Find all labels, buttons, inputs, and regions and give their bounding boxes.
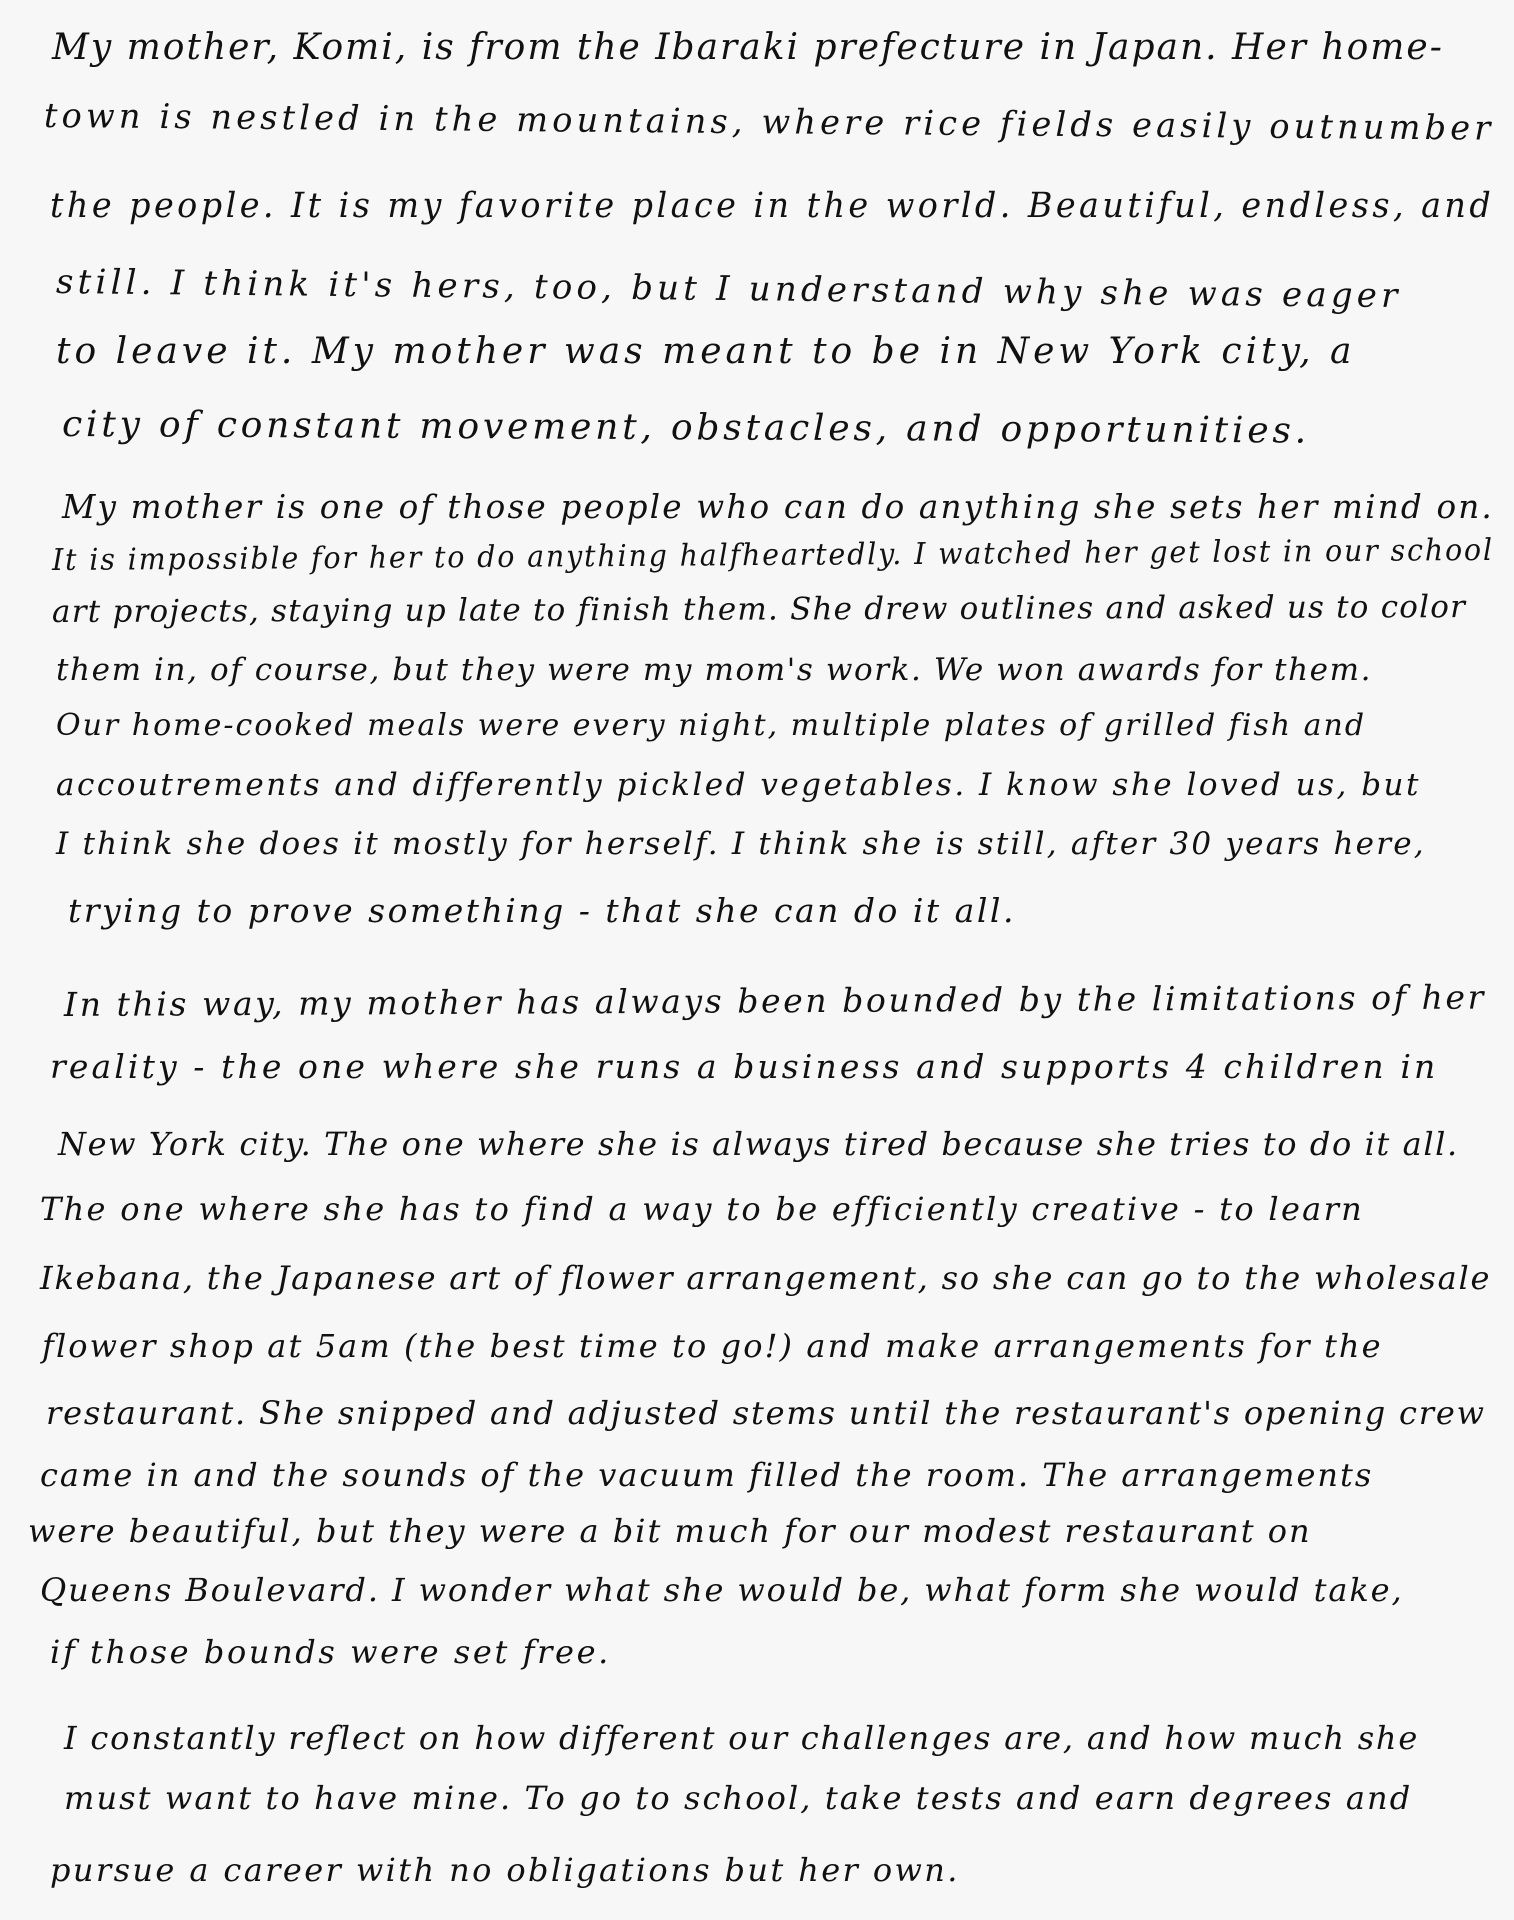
text-line: I think she does it mostly for herself. I think she is still, after 30 years here, xyxy=(56,826,1426,862)
text-line: reality - the one where she runs a business and supports 4 children in xyxy=(50,1047,1439,1086)
text-line: must want to have mine. To go to school, take tests and earn degrees and xyxy=(64,1779,1413,1817)
text-line: them in, of course, but they were my mom's work. We won awards for them. xyxy=(56,652,1373,688)
text-line: city of constant movement, obstacles, and opportunities. xyxy=(61,404,1311,452)
text-line: trying to prove something - that she can do it all. xyxy=(68,891,1016,930)
text-line: My mother is one of those people who can do anything she sets her mind on. xyxy=(62,487,1494,526)
text-line: were beautiful, but they were a bit much for our modest restaurant on xyxy=(28,1512,1312,1550)
text-line: My mother, Komi, is from the Ibaraki prefecture in Japan. Her home- xyxy=(52,27,1444,68)
text-line: I constantly reflect on how different our challenges are, and how much she xyxy=(64,1719,1420,1757)
text-line: Our home-cooked meals were every night, multiple plates of grilled fish and xyxy=(56,708,1367,743)
text-line: flower shop at 5am (the best time to go!) and make arrangements for the xyxy=(42,1327,1383,1365)
text-line: The one where she has to find a way to be efficiently creative - to learn xyxy=(40,1190,1365,1228)
text-line: New York city. The one where she is always tired because she tries to do it all. xyxy=(58,1125,1459,1163)
text-line: It is impossible for her to do anything halfheartedly. I watched her get lost in our school xyxy=(51,532,1495,578)
text-line: accoutrements and differently pickled vegetables. I know she loved us, but xyxy=(56,767,1421,803)
text-line: Queens Boulevard. I wonder what she would be, what form she would take, xyxy=(40,1571,1404,1609)
text-line: art projects, staying up late to finish them. She drew outlines and asked us to color xyxy=(51,589,1467,630)
text-line: pursue a career with no obligations but her own. xyxy=(50,1851,960,1889)
text-line: In this way, my mother has always been bounded by the limitations of her xyxy=(63,977,1487,1024)
text-line: restaurant. She snipped and adjusted stems until the restaurant's opening crew xyxy=(46,1394,1486,1432)
text-line: came in and the sounds of the vacuum filled the room. The arrangements xyxy=(40,1456,1374,1494)
text-line: town is nestled in the mountains, where rice fields easily outnumber xyxy=(43,96,1495,149)
text-line: the people. It is my favorite place in the world. Beautiful, endless, and xyxy=(50,186,1495,226)
text-line: still. I think it's hers, too, but I understand why she was eager xyxy=(55,262,1402,317)
text-line: to leave it. My mother was meant to be in New York city, a xyxy=(56,331,1356,372)
text-line: if those bounds were set free. xyxy=(50,1633,611,1671)
text-line: Ikebana, the Japanese art of flower arrangement, so she can go to the wholesale xyxy=(40,1259,1492,1297)
